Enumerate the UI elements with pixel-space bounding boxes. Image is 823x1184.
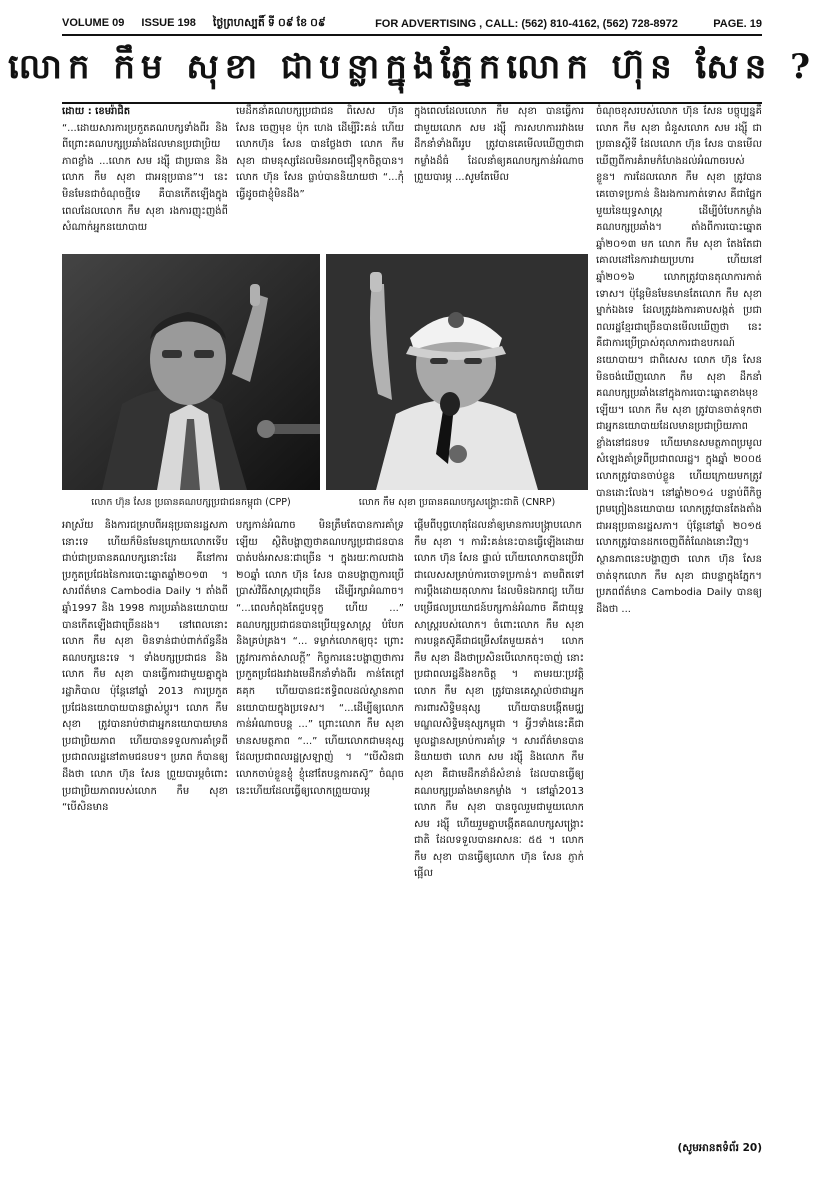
column-body-1 [62, 518, 228, 1164]
continued-note: (សូមអានតទំព័រ 20) [677, 1141, 762, 1154]
column-top-2 [236, 104, 404, 254]
column-top-1 [62, 104, 228, 254]
column-right-text: ចំណុចខុសរបស់លោក ហ៊ុន សែន បច្ចុប្បន្នគឺលោក កឹម សុខា ជំនួសលោក សម រង្ស៊ី ជាប្រធានស្តីទី ដែលលោក ហ៊ុន សែន បានមើលឃើញពីការគំរាមកំហែងដល់អំណាចរបស់ខ្លួន។ ការដែលលោក កឹម សុខា ត្រូវបានគេចោទប្រកាន់ និងរងការកាត់ទោស គឺជាផ្នែកមួយនៃយុទ្ធសាស្ត្រ ដើម្បីបំបែកកម្លាំងគណបក្សប្រឆាំង។ តាំងពីការបោះឆ្នោតឆ្នាំ២០១៣ មក លោក កឹម សុខា តែងតែជាគោលដៅនៃការវាយប្រហារ ហើយនៅឆ្នាំ២០១៦ លោកត្រូវបានតុលាការកាត់ទោស។ ប៉ុន្តែមិនមែនមានតែលោក កឹម សុខា ម្នាក់ឯងទេ ដែលត្រូវរងការគាបសង្កត់ ប្រជាពលរដ្ឋខ្មែរជាច្រើនបានមើលឃើញថា នេះគឺជាការប្រើប្រាស់តុលាការជាឧបករណ៍នយោបាយ។ ជាពិសេស លោក ហ៊ុន សែន មិនចង់ឃើញលោក កឹម សុខា ដឹកនាំគណបក្សប្រឆាំងនៅក្នុងការបោះឆ្នោតខាងមុខឡើយ។ លោក កឹម សុខា ត្រូវបានចាត់ទុកថាជាអ្នកនយោបាយដែលមានប្រជាប្រិយភាពខ្លាំងនៅជនបទ ហើយមានសមត្ថភាពប្រមូលសំឡេងគាំទ្រពីប្រជាពលរដ្ឋ។ ក្នុងឆ្នាំ ២០០៥ លោកត្រូវបានចាប់ខ្លួន ហើយក្រោយមកត្រូវបានដោះលែង។ នៅឆ្នាំ២០១៤ បន្ទាប់ពីកិច្ចព្រមព្រៀងនយោបាយ លោកត្រូវបានតែងតាំងជាអនុប្រធានរដ្ឋសភា។ ប៉ុន្តែនៅឆ្នាំ ២០១៥ លោកត្រូវបានដកចេញពីតំណែងនោះវិញ។ ស្ថានភាពនេះបង្ហាញថា លោក ហ៊ុន សែន ចាត់ទុកលោក កឹម សុខា ជាបន្លាក្នុងភ្នែក។ ប្រភពព័ត៌មាន Cambodia Daily បានឲ្យដឹងថា ... [596, 106, 762, 615]
column-top-3-text: ក្នុងពេលដែលលោក កឹម សុខា បានធ្វើការជាមួយលោក សម រង្ស៊ី ការសហការរវាងមេដឹកនាំទាំងពីររូប ត្រូវបានគេមើលឃើញថាជាកម្លាំងដ៏ធំ ដែលនាំឲ្យគណបក្សកាន់អំណាចព្រួយបារម្ភ ...សូមតែមើល [414, 106, 584, 184]
masthead [62, 16, 762, 32]
column-right [596, 104, 762, 1164]
column-body-2-text: បក្សកាន់អំណាច មិនត្រឹមតែបានការគាំទ្រឡើយ ស្ថិតិបង្ហាញថាគណបក្សប្រជាជនបានបាត់បង់អាសនៈជាច្រើន ។ ក្នុងរយៈកាលជាង ២០ឆ្នាំ លោក ហ៊ុន សែន បានបង្ហាញការប្រើប្រាស់វិធីសាស្ត្រជាច្រើន ដើម្បីរក្សាអំណាច។ “...ពេលកំពុងតែជួបទុក្ខ ហើយ ...” គណបក្សប្រជាជនបានប្រើយុទ្ធសាស្ត្រ បំបែក និងគ្រប់គ្រង។ “... ទម្លាក់លោកឲ្យចុះ ព្រោះត្រូវការកាត់សាលក្តី” កិច្ចការនេះបង្ហាញថាការប្រកួតប្រជែងរវាងមេដឹកនាំទាំងពីរ កាន់តែក្តៅគគុក ហើយបានជះឥទ្ធិពលដល់ស្ថានភាពនយោបាយក្នុងប្រទេស។ “...ដើម្បីឲ្យលោកកាន់អំណាចបន្ត ...” ព្រោះលោក កឹម សុខា មានសមត្ថភាព “...” ហើយលោកជាមនុស្សដែលប្រជាពលរដ្ឋស្រឡាញ់ ។ “បើសិនជាលោកចាប់ខ្លួនខ្ញុំ ខ្ញុំនៅតែបន្តការតស៊ូ” ចំណុចនេះហើយដែលធ្វើឲ្យលោកព្រួយបារម្ភ [236, 520, 404, 797]
page-number: PAGE. 19 [713, 18, 762, 30]
volume-label: VOLUME 09 [62, 17, 125, 29]
photo-hun-sen [62, 254, 320, 490]
column-body-1-text: អាស្រ័យ និងការជម្រាបពីអនុប្រធានរដ្ឋសភា នោះទេ ហើយក៏មិនមែនក្រោយលោកទើបជាប់ជាប្រធានគណបក្សនោះដែរ គឺនៅការប្រកួតប្រជែងនៃការបោះឆ្នោតឆ្នាំ២០១៣ ។ សារព័ត៌មាន Cambodia Daily ។ តាំងពីឆ្នាំ1997 និង 1998 ការប្រឆាំងនយោបាយបានកើតឡើងជាច្រើនដង។ នៅពេលនោះលោក កឹម សុខា មិនទាន់ជាប់ពាក់ព័ន្ធនឹងគណបក្សនេះទេ ។ ទាំងបក្សប្រជាជន និងលោក កឹម សុខា បានធ្វើការជាមួយគ្នាក្នុងរដ្ឋាភិបាល ប៉ុន្តែនៅឆ្នាំ 2013 ការប្រកួតប្រជែងនយោបាយបានផ្លាស់ប្តូរ។ លោក កឹម សុខា ត្រូវបានរាប់ថាជាអ្នកនយោបាយមានប្រជាប្រិយភាព ហើយបានទទួលការគាំទ្រពីប្រជាពលរដ្ឋនៅតាមជនបទ។ ប្រភព ក៏បានឲ្យដឹងថា លោក ហ៊ុន សែន ព្រួយបារម្ភចំពោះប្រជាប្រិយភាពរបស់លោក កឹម សុខា “បើសិនមាន [62, 520, 228, 814]
photo-kem-sokha-image [326, 254, 588, 490]
column-body-2 [236, 518, 404, 1164]
column-top-1-text: “...ដោយសារការប្រកួតគណបក្សទាំងពីរ និងពីព្រោះគណបក្សប្រឆាំងដែលមានប្រជាប្រិយភាពខ្លាំង ...លោក សម រង្ស៊ី ជាប្រធាន និងលោក កឹម សុខា ជាអនុប្រធាន”។ នេះមិនមែនជាចំណុចថ្មីទេ គឺបានកើតឡើងក្នុងពេលដែលលោក កឹម សុខា រងការញុះញង់ពីសំណាក់អ្នកនយោបាយ [62, 122, 228, 234]
photo-hun-sen-image [62, 254, 320, 490]
issue-label: ISSUE 198 [141, 17, 196, 29]
photo-kem-sokha [326, 254, 588, 490]
column-body-3 [414, 518, 584, 1164]
date-label: ថ្ងៃព្រហស្បតិ៍ ទី ០៩ ខែ ០៩ [212, 17, 326, 29]
column-body-3-text: ផ្តើមពីបុព្វហេតុដែលនាំឲ្យមានការបង្ក្រាបលោក កឹម សុខា ។ ការរិះគន់នេះបានធ្វើឡើងដោយលោក ហ៊ុន សែន ផ្ទាល់ ហើយលោកបានប្រើវាជាលេសសម្រាប់ការចោទប្រកាន់។ តាមពិតទៅ ការប្តឹងដោយតុលាការ ដែលមិនឯករាជ្យ ហើយបម្រើផលប្រយោជន៍បក្សកាន់អំណាច គឺជាយុទ្ធសាស្ត្ររបស់លោក។ ចំពោះលោក កឹម សុខា ការបន្តតស៊ូគឺជាជម្រើសតែមួយគត់។ លោក កឹម សុខា ដឹងថាប្រសិនបើលោកចុះចាញ់ នោះប្រជាពលរដ្ឋនឹងខកចិត្ត ។ តាមរយៈប្រវត្តិ លោក កឹម សុខា ត្រូវបានគេស្គាល់ថាជាអ្នកការពារសិទ្ធិមនុស្ស ហើយបានបង្កើតមជ្ឈមណ្ឌលសិទ្ធិមនុស្សកម្ពុជា ។ អ្វីៗទាំងនេះគឺជាមូលដ្ឋានសម្រាប់ការគាំទ្រ ។ សារព័ត៌មានបាននិយាយថា លោក សម រង្ស៊ី និងលោក កឹម សុខា គឺជាមេដឹកនាំដ៏សំខាន់ ដែលបានធ្វើឲ្យគណបក្សប្រឆាំងមានកម្លាំង ។ នៅឆ្នាំ2013 លោក កឹម សុខា បានចូលរួមជាមួយលោក សម រង្ស៊ី ហើយរួមគ្នាបង្កើតគណបក្សសង្គ្រោះជាតិ ដែលទទួលបានអាសនៈ ៥៥ ។ លោក កឹម សុខា បានធ្វើឲ្យលោក ហ៊ុន សែន ភ្ញាក់ផ្អើល [414, 520, 584, 880]
photo-kem-sokha-caption: លោក កឹម សុខា ប្រធានគណបក្សសង្គ្រោះជាតិ (CNRP) [358, 497, 556, 508]
column-top-3 [414, 104, 584, 254]
photo-hun-sen-caption: លោក ហ៊ុន សែន ប្រធានគណបក្សប្រជាជនកម្ពុជា (CPP) [91, 497, 291, 508]
advertising-label: FOR ADVERTISING , CALL: (562) 810-4162, (562) 728-8972 [375, 18, 678, 30]
headline: លោក កឹម សុខា ជាបន្លាក្នុងភ្នែកលោក ហ៊ុន សែន ? [7, 47, 817, 87]
masthead-left [62, 16, 340, 32]
byline: ដោយ : ខេមរ៉ាជិត [62, 106, 131, 117]
column-top-2-text: មេដឹកនាំគណបក្សប្រជាជន ពិសេស ហ៊ុន សែន ចេញមុខ ប៉ុក ហេង ដើម្បីរិះគន់ ហើយលោកហ៊ុន សែន បានថ្លែងថា លោក កឹម សុខា ជាមនុស្សដែលមិនអាចជឿទុកចិត្តបាន។ លោក ហ៊ុន សែន ធ្លាប់បាននិយាយថា “...កុំធ្វើដូចជាខ្ញុំមិនដឹង” [236, 106, 404, 200]
top-rule [62, 34, 762, 36]
